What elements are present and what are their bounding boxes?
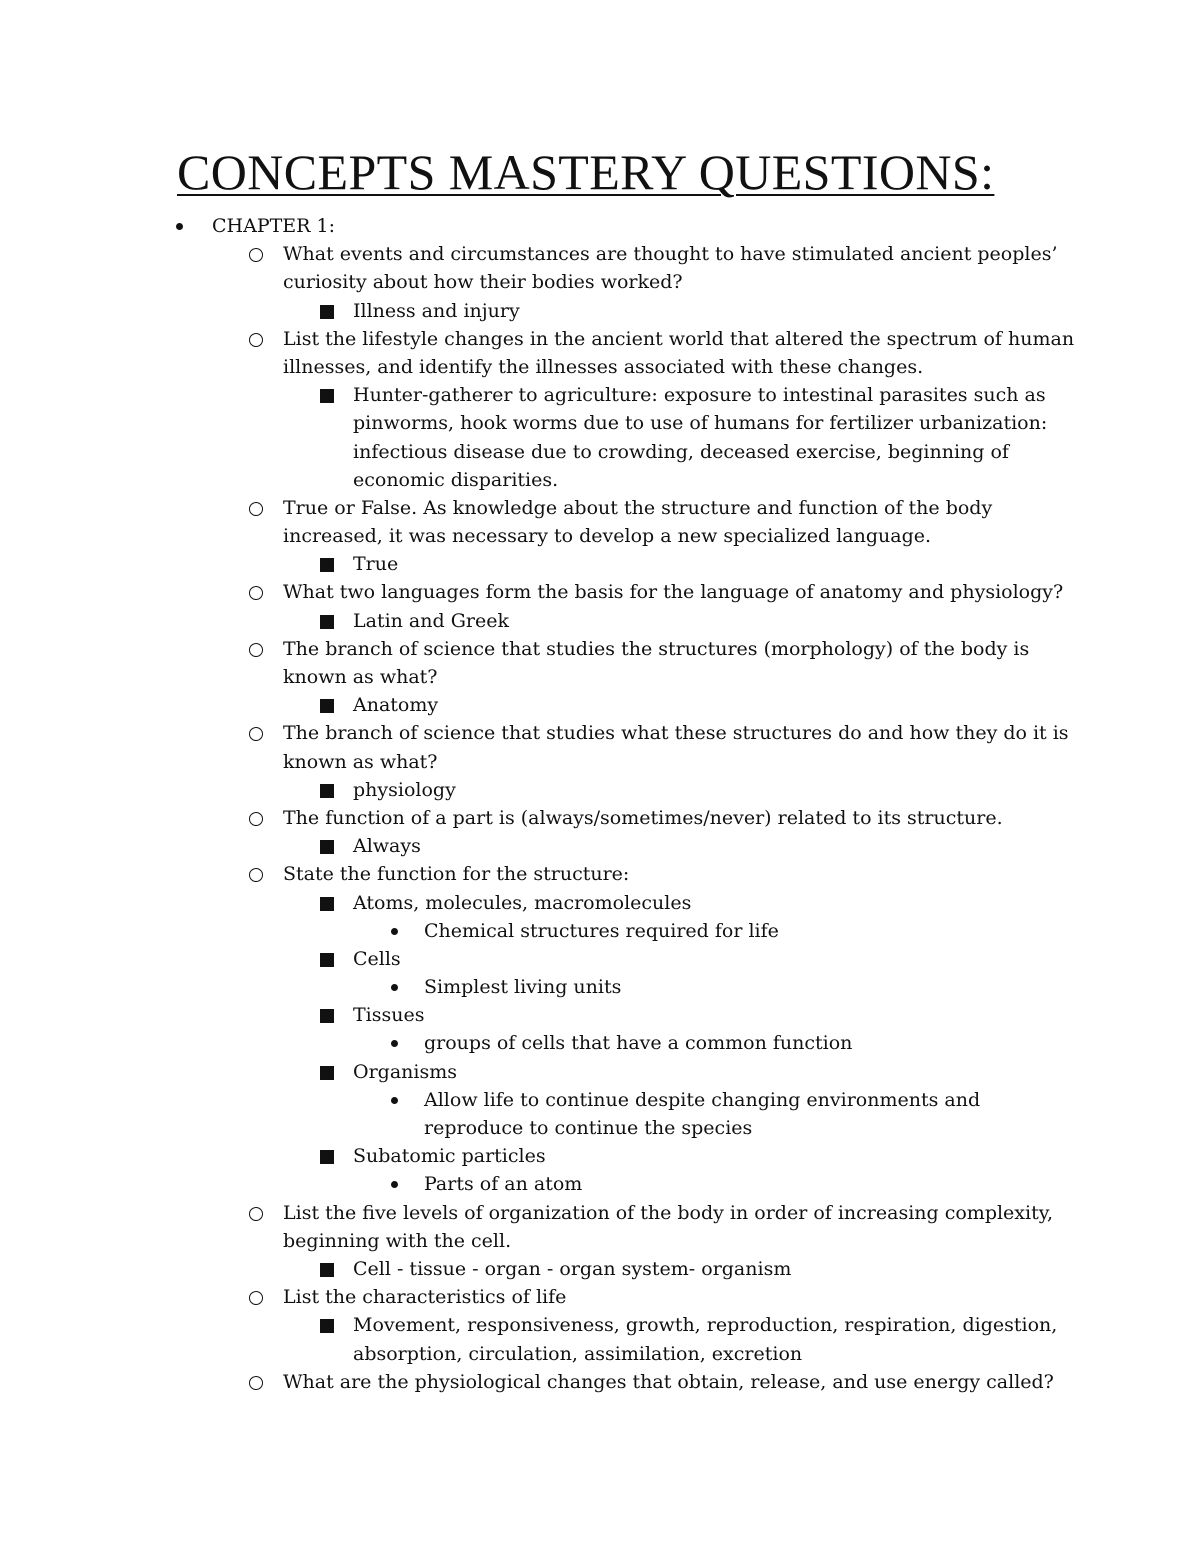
outline-text: absorption, circulation, assimilation, excretion bbox=[353, 1342, 803, 1365]
outline-text: groups of cells that have a common function bbox=[424, 1032, 853, 1055]
bullet-dot-icon bbox=[176, 223, 183, 230]
outline-line bbox=[0, 860, 1200, 888]
outline-text: True bbox=[353, 553, 399, 576]
outline-text: Movement, responsiveness, growth, reproduction, respiration, digestion, bbox=[353, 1314, 1058, 1337]
outline-text: List the characteristics of life bbox=[283, 1286, 567, 1309]
outline-text: Subatomic particles bbox=[353, 1145, 546, 1168]
outline-line bbox=[0, 1255, 1200, 1283]
outline-line bbox=[0, 578, 1200, 606]
outline-line bbox=[0, 804, 1200, 832]
outline-line bbox=[0, 1170, 1200, 1198]
outline-line bbox=[0, 1001, 1200, 1029]
outline-line bbox=[0, 945, 1200, 973]
outline-text: Hunter-gatherer to agriculture: exposure to intestinal parasites such as bbox=[353, 384, 1046, 407]
outline-line bbox=[0, 240, 1200, 268]
outline-text: illnesses, and identify the illnesses associated with these changes. bbox=[283, 355, 924, 378]
bullet-square-icon bbox=[320, 389, 334, 403]
outline-text: reproduce to continue the species bbox=[424, 1117, 753, 1139]
outline-line bbox=[0, 832, 1200, 860]
outline-text: economic disparities. bbox=[353, 468, 559, 491]
bullet-square-icon bbox=[320, 699, 334, 713]
bullet-square-icon bbox=[320, 1009, 334, 1023]
outline-line bbox=[0, 691, 1200, 719]
outline-line bbox=[0, 325, 1200, 353]
outline-text: Anatomy bbox=[353, 694, 439, 717]
outline-text: Simplest living units bbox=[424, 976, 622, 999]
bullet-circle-icon bbox=[249, 248, 263, 262]
outline-line bbox=[0, 889, 1200, 917]
outline-line bbox=[0, 381, 1200, 409]
outline-line bbox=[0, 466, 1200, 494]
outline-text: List the five levels of organization of the body in order of increasing complexity, bbox=[283, 1201, 1053, 1224]
bullet-square-icon bbox=[320, 953, 334, 967]
outline-line bbox=[0, 438, 1200, 466]
outline-text: What are the physiological changes that obtain, release, and use energy called? bbox=[283, 1370, 1054, 1393]
bullet-square-icon bbox=[320, 1263, 334, 1277]
bullet-circle-icon bbox=[249, 812, 263, 826]
outline-text: infectious disease due to crowding, deceased exercise, beginning of bbox=[353, 440, 1009, 463]
bullet-circle-icon bbox=[249, 502, 263, 516]
bullet-circle-icon bbox=[249, 1376, 263, 1390]
outline-line bbox=[0, 1029, 1200, 1057]
page-title: CONCEPTS MASTERY QUESTIONS: bbox=[177, 144, 995, 200]
bullet-dot-icon bbox=[391, 1181, 398, 1188]
outline-line bbox=[0, 973, 1200, 1001]
bullet-dot-icon bbox=[391, 928, 398, 935]
bullet-circle-icon bbox=[249, 727, 263, 741]
outline-line bbox=[0, 1368, 1200, 1396]
outline-line bbox=[0, 719, 1200, 747]
outline-line bbox=[0, 409, 1200, 437]
outline-line bbox=[0, 1142, 1200, 1170]
outline-text: The branch of science that studies what these structures do and how they do it is bbox=[283, 722, 1069, 745]
outline-text: State the function for the structure: bbox=[283, 863, 630, 886]
outline-line bbox=[0, 522, 1200, 550]
outline-text: Cells bbox=[353, 947, 401, 970]
bullet-circle-icon bbox=[249, 1291, 263, 1305]
outline-text: Illness and injury bbox=[353, 299, 520, 322]
outline-text: Latin and Greek bbox=[353, 609, 509, 632]
bullet-square-icon bbox=[320, 1319, 334, 1333]
outline-line bbox=[0, 1283, 1200, 1311]
bullet-circle-icon bbox=[249, 643, 263, 657]
bullet-square-icon bbox=[320, 784, 334, 798]
bullet-dot-icon bbox=[391, 1040, 398, 1047]
outline-text: Tissues bbox=[353, 1004, 425, 1027]
bullet-square-icon bbox=[320, 615, 334, 629]
outline-text: What events and circumstances are thought to have stimulated ancient peoples’ bbox=[283, 243, 1058, 266]
outline-text: The branch of science that studies the structures (morphology) of the body is bbox=[283, 637, 1030, 660]
bullet-dot-icon bbox=[391, 984, 398, 991]
outline-line bbox=[0, 353, 1200, 381]
bullet-circle-icon bbox=[249, 586, 263, 600]
outline-line bbox=[0, 1114, 1200, 1142]
outline-text: List the lifestyle changes in the ancient world that altered the spectrum of human bbox=[283, 327, 1075, 350]
outline-text: Allow life to continue despite changing environments and bbox=[424, 1088, 981, 1111]
outline-line bbox=[0, 748, 1200, 776]
outline-text: What two languages form the basis for the language of anatomy and physiology? bbox=[283, 581, 1064, 604]
outline-line bbox=[0, 917, 1200, 945]
outline-text: Always bbox=[353, 835, 421, 858]
outline-line bbox=[0, 635, 1200, 663]
outline-text: True or False. As knowledge about the structure and function of the body bbox=[283, 496, 993, 519]
outline-line bbox=[0, 1058, 1200, 1086]
outline-text: pinworms, hook worms due to use of humans for fertilizer urbanization: bbox=[353, 412, 1048, 435]
outline-text: increased, it was necessary to develop a new specialized language. bbox=[283, 525, 932, 548]
bullet-dot-icon bbox=[391, 1097, 398, 1104]
outline-text: Chemical structures required for life bbox=[424, 919, 779, 942]
outline-text: Cell - tissue - organ - organ system- organism bbox=[353, 1257, 792, 1280]
outline-line bbox=[0, 212, 1200, 240]
bullet-circle-icon bbox=[249, 868, 263, 882]
outline-text: physiology bbox=[353, 778, 456, 801]
bullet-circle-icon bbox=[249, 1207, 263, 1221]
outline-text: The function of a part is (always/sometimes/never) related to its structure. bbox=[283, 806, 1003, 829]
outline-text: known as what? bbox=[283, 750, 438, 773]
bullet-square-icon bbox=[320, 1150, 334, 1164]
bullet-circle-icon bbox=[249, 333, 263, 347]
bullet-square-icon bbox=[320, 897, 334, 911]
outline-line bbox=[0, 1086, 1200, 1114]
outline-line bbox=[0, 607, 1200, 635]
outline-line bbox=[0, 297, 1200, 325]
outline-text: beginning with the cell. bbox=[283, 1229, 512, 1252]
outline-line bbox=[0, 494, 1200, 522]
outline-line bbox=[0, 268, 1200, 296]
outline-text: Parts of an atom bbox=[424, 1173, 583, 1196]
outline-line bbox=[0, 776, 1200, 804]
outline-text: Organisms bbox=[353, 1060, 457, 1083]
outline-line bbox=[0, 550, 1200, 578]
outline-line bbox=[0, 1199, 1200, 1227]
outline-text: known as what? bbox=[283, 666, 438, 688]
bullet-square-icon bbox=[320, 1066, 334, 1080]
outline-text: Atoms, molecules, macromolecules bbox=[353, 891, 692, 914]
question-list bbox=[0, 212, 1200, 1396]
bullet-square-icon bbox=[320, 840, 334, 854]
outline-text: CHAPTER 1: bbox=[212, 215, 335, 237]
outline-text: curiosity about how their bodies worked? bbox=[283, 271, 683, 294]
bullet-square-icon bbox=[320, 305, 334, 319]
outline-line bbox=[0, 663, 1200, 691]
bullet-square-icon bbox=[320, 558, 334, 572]
outline-line bbox=[0, 1227, 1200, 1255]
outline-line bbox=[0, 1311, 1200, 1339]
outline-line bbox=[0, 1340, 1200, 1368]
